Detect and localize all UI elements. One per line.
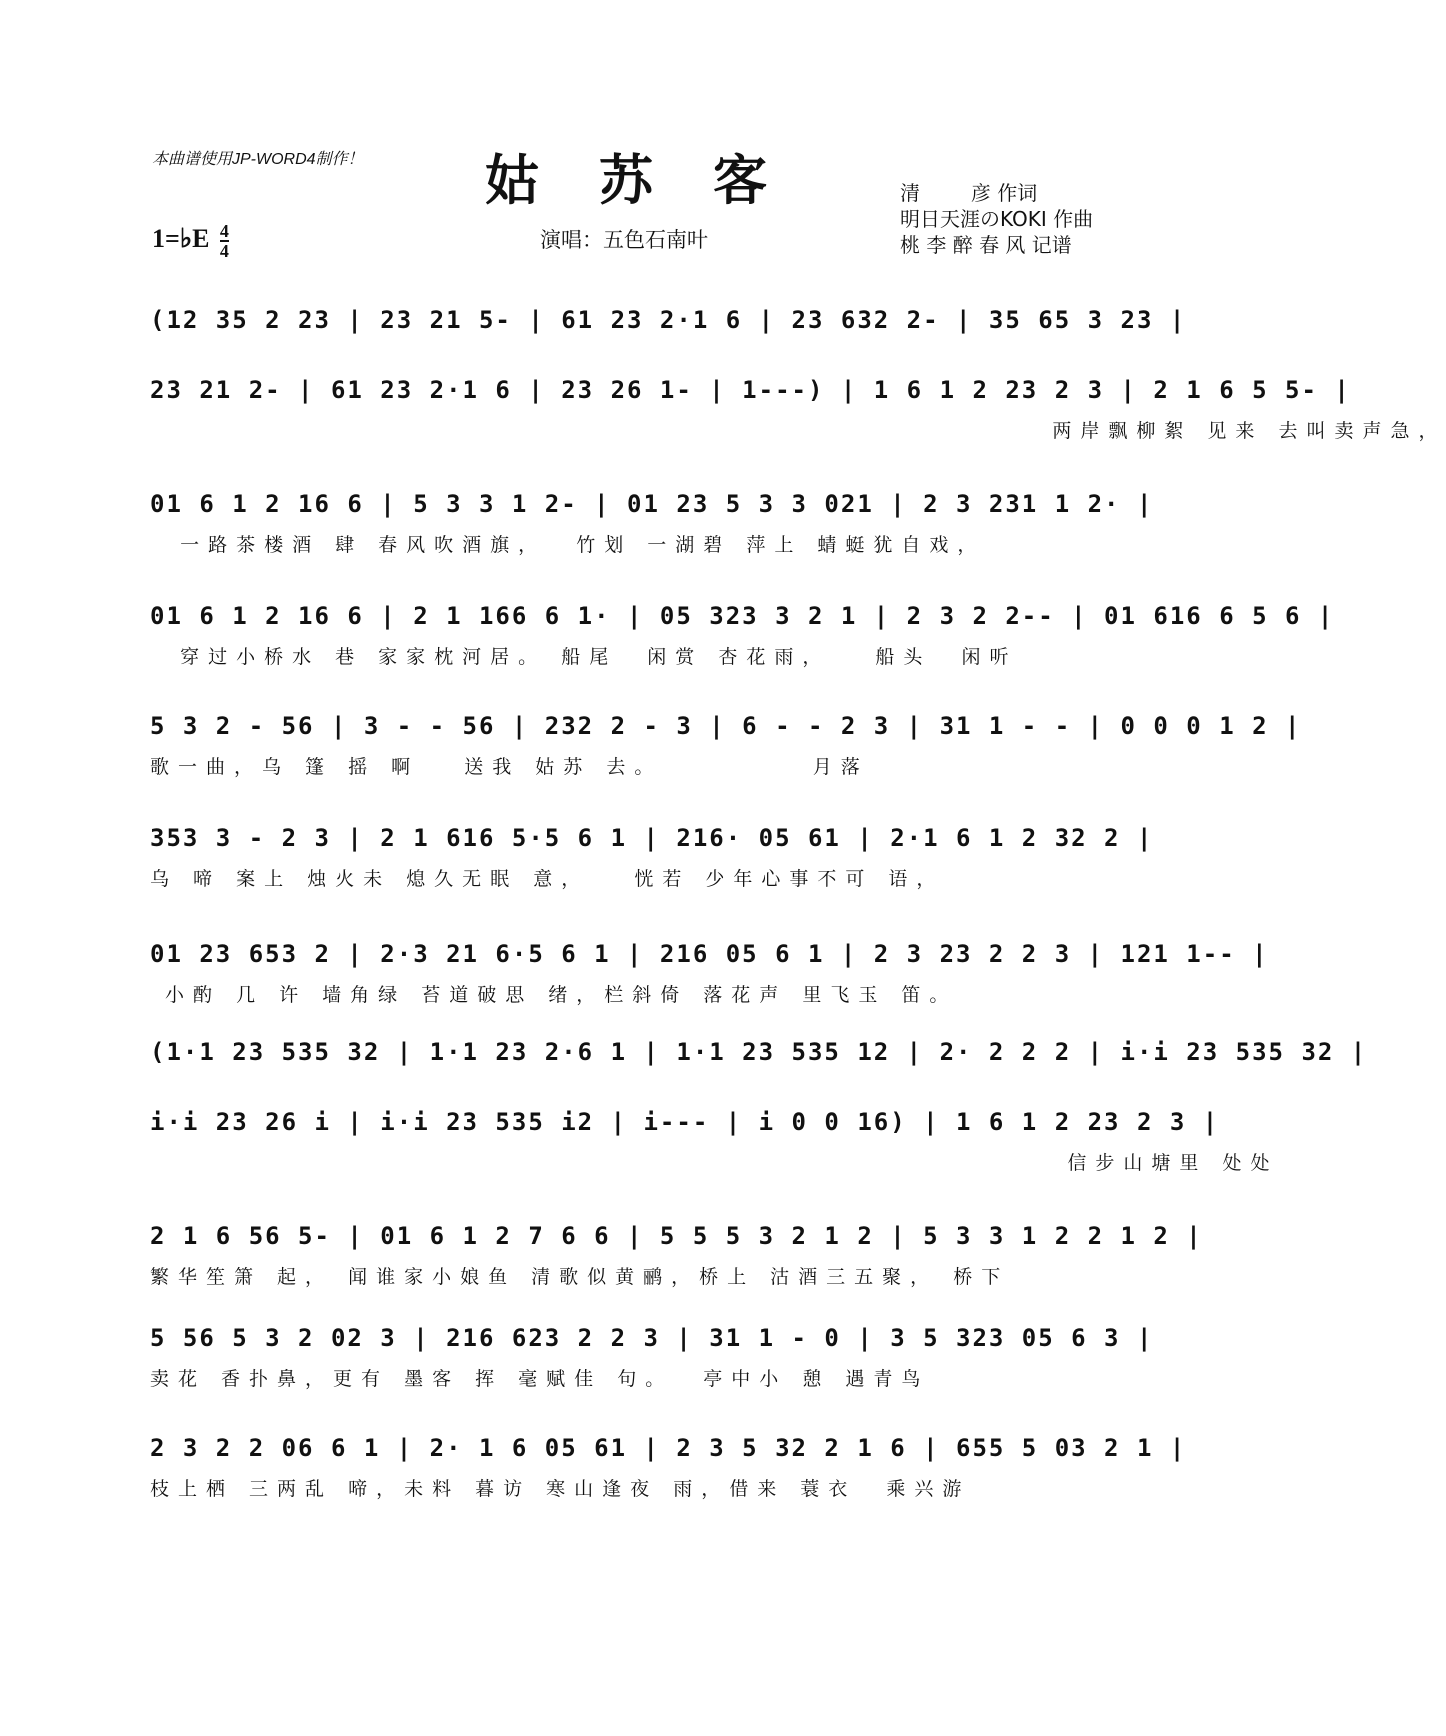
lyrics-line: 卖花 香扑鼻，更有 墨客 挥 毫赋佳 句。 亭中小 憩 遇青鸟 [150,1368,930,1390]
notation-line: 5 56 5 3 2 02 3 | 216 623 2 2 3 | 31 1 - 0 | 3 5 323 05 6 3 | [150,1324,1154,1352]
singer-line: 演唱：五色石南叶 [540,228,708,252]
meter-denominator: 4 [219,241,229,261]
lyrics-line: 乌 啼 案上 烛火未 熄久无眠 意， 恍若 少年心事不可 语， [150,868,945,890]
time-signature [220,222,229,260]
lyrics-line: 两岸飘柳絮 见来 去叫卖声急， [150,420,1446,442]
lyrics-line: 穿过小桥水 巷 家家枕河居。 船尾 闲赏 杏花雨， 船头 闲听 [150,646,1018,668]
notation-line: 01 6 1 2 16 6 | 5 3 3 1 2- | 01 23 5 3 3 021 | 2 3 231 1 2· | [150,490,1154,518]
lyrics-line: 歌一曲，乌 篷 摇 啊 送我 姑苏 去。 月落 [150,756,869,778]
lyrics-line: 繁华笙箫 起， 闻谁家小娘鱼 清歌似黄鹂，桥上 沽酒三五聚， 桥下 [150,1266,1010,1288]
notation-line: (12 35 2 23 | 23 21 5- | 61 23 2·1 6 | 23 632 2- | 35 65 3 23 | [150,306,1187,334]
notation-line: 23 21 2- | 61 23 2·1 6 | 23 26 1- | 1---) | 1 6 1 2 23 2 3 | 2 1 6 5 5- | [150,376,1351,404]
notation-line: 2 3 2 2 06 6 1 | 2· 1 6 05 61 | 2 3 5 32 2 1 6 | 655 5 03 2 1 | [150,1434,1187,1462]
key-signature [152,222,229,260]
notation-line: 353 3 - 2 3 | 2 1 616 5·5 6 1 | 216· 05 61 | 2·1 6 1 2 32 2 | [150,824,1154,852]
software-credit: 本曲谱使用JP-WORD4制作！ [152,151,364,168]
lyrics-line: 信步山塘里 处处 [150,1152,1279,1174]
transcriber-credit: 桃 李 醉 春 风 记谱 [900,233,1072,257]
lyricist-credit: 清 彦 作词 [900,181,1038,205]
lyrics-line: 小酌 几 许 墙角绿 苔道破思 绪，栏斜倚 落花声 里飞玉 笛。 [150,984,958,1006]
notation-line: 2 1 6 56 5- | 01 6 1 2 7 6 6 | 5 5 5 3 2 1 2 | 5 3 3 1 2 2 1 2 | [150,1222,1203,1250]
song-title: 姑苏客 [485,148,827,212]
notation-line: (1·1 23 535 32 | 1·1 23 2·6 1 | 1·1 23 535 12 | 2· 2 2 2 | i·i 23 535 32 | [150,1038,1368,1066]
notation-line: 01 6 1 2 16 6 | 2 1 166 6 1· | 05 323 3 2 1 | 2 3 2 2-- | 01 616 6 5 6 | [150,602,1335,630]
credits-block [900,180,1093,258]
lyrics-line: 一路茶楼酒 肆 春风吹酒旗， 竹划 一湖碧 萍上 蜻蜓犹自戏， [150,534,986,556]
composer-credit: 明日天涯のKOKI 作曲 [900,207,1094,231]
meter-numerator: 4 [219,221,229,241]
key-label: 1=♭E [152,223,210,253]
notation-line: i·i 23 26 i | i·i 23 535 i2 | i--- | i 0 0 16) | 1 6 1 2 23 2 3 | [150,1108,1220,1136]
notation-line: 01 23 653 2 | 2·3 21 6·5 6 1 | 216 05 6 1 | 2 3 23 2 2 3 | 121 1-- | [150,940,1269,968]
lyrics-line: 枝上栖 三两乱 啼，未料 暮访 寒山逢夜 雨，借来 蓑衣 乘兴游 [150,1478,971,1500]
notation-line: 5 3 2 - 56 | 3 - - 56 | 232 2 - 3 | 6 - - 2 3 | 31 1 - - | 0 0 0 1 2 | [150,712,1302,740]
